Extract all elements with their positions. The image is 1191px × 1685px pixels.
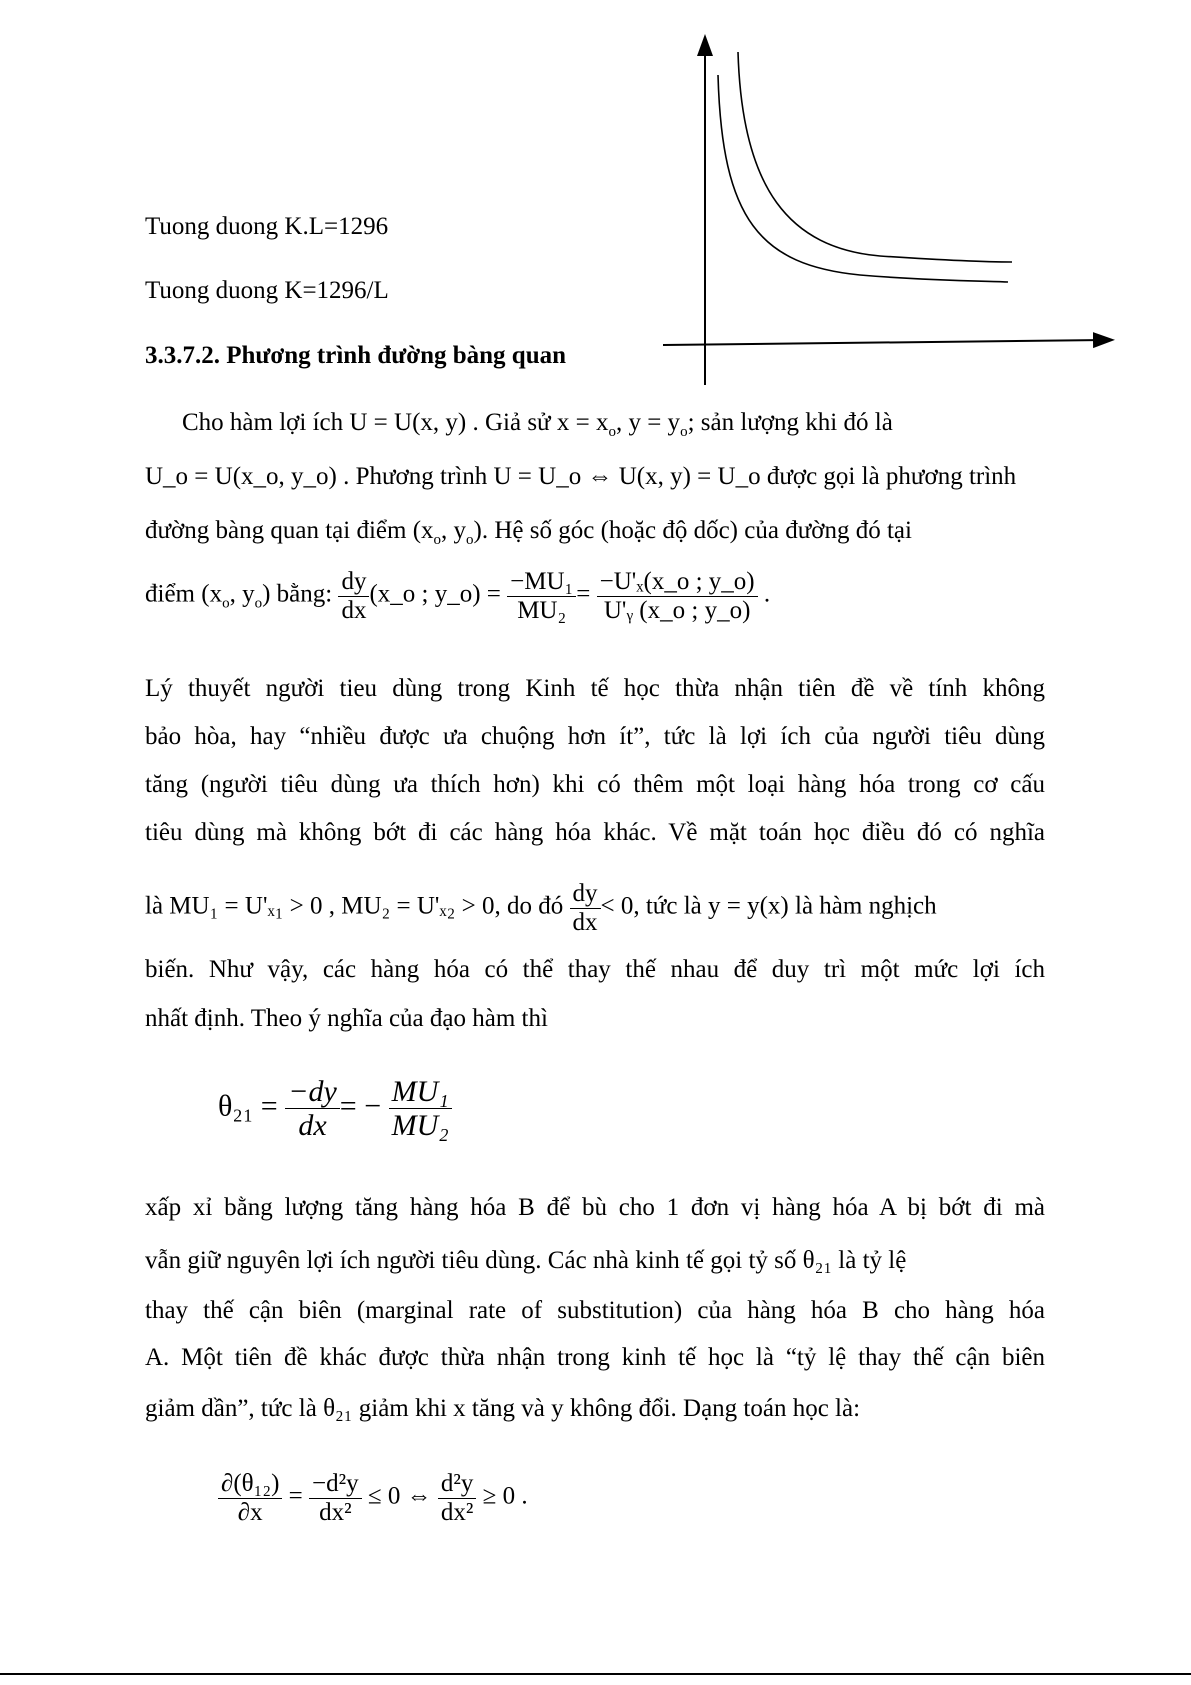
text-line: U_o = U(x_o, y_o) . Phương trình U = U_o ⇔ U(x, y) = U_o được gọi là phương trình — [145, 463, 1017, 490]
text-line: đường bàng quan tại điểm ($x_o$, $y_o$). Hệ số góc (hoặc độ dốc) của đường đó tại — [145, 517, 912, 548]
indifference-curve-inner — [718, 75, 1008, 282]
theta-mu-ratio: $\frac{\text{MU₁}}{\text{MU₂}}$ — [389, 1075, 452, 1142]
text-line: vẫn giữ nguyên lợi ích người tiêu dùng. Các nhà kinh tế gọi tỷ số θ₂₁ là tỷ lệ — [145, 1247, 907, 1274]
theta-symbol: θ₂₁ — [802, 1247, 833, 1274]
second-derivative-neg: $\frac{\text{−d²y}}{\text{dx²}}$ — [309, 1470, 362, 1526]
dy-dx-fraction: $\frac{dy}{dx}$ — [570, 880, 601, 936]
text-line: giảm dần”, tức là θ₂₁ giảm khi x tăng và y không đổi. Dạng toán học là: — [145, 1395, 861, 1422]
text-line: thay thế cận biên (marginal rate of substitution) của hàng hóa B cho hàng hóa — [145, 1297, 1045, 1324]
theta-dy-dx: $\frac{-dy}{dx}$ — [285, 1075, 340, 1142]
text-line: Lý thuyết người tieu dùng trong Kinh tế học thừa nhận tiên đề về tính không — [145, 675, 1045, 702]
text-line: tiêu dùng mà không bớt đi các hàng hóa khác. Về mặt toán học điều đó có nghĩa — [145, 819, 1045, 846]
indifference-curve-outer — [738, 52, 1012, 262]
footer-rule — [0, 1673, 1191, 1675]
text-line: Tuong duong K.L=1296 — [145, 213, 389, 240]
text-line: A. Một tiên đề khác được thừa nhận trong kinh tế học là “tỷ lệ thay thế cận biên — [145, 1344, 1045, 1371]
section-heading: 3.3.7.2. Phương trình đường bàng quan — [145, 342, 567, 369]
text-line: biến. Như vậy, các hàng hóa có thể thay thế nhau để duy trì một mức lợi ích — [145, 956, 1045, 983]
convexity-formula: $\frac{\text{∂(θ₁₂)}}{\partial x}$ = $\frac{\text{−d²y}}{\text{dx²}}$ ≤ 0 ⇔ $\frac{\text{d²y}}{\text{dx²}}$ ≥ 0 . — [218, 1470, 528, 1526]
partial-derivative-ratio: $\frac{\text{−U'ₓ(x\_o ; y\_o)}}{\text{U'ᵧ (x\_o ; y\_o)}}$ — [597, 568, 758, 624]
mu-ratio-fraction: $\frac{\text{−MU₁}}{\text{MU₂}}$ — [507, 568, 576, 624]
text-line: bảo hòa, hay “nhiều được ưa chuộng hơn ít”, tức là lợi ích của người tiêu dùng — [145, 723, 1045, 750]
text-line: tăng (người tiêu dùng ưa thích hơn) khi có thêm một loại hàng hóa trong cơ cấu — [145, 771, 1045, 798]
slope-formula-line: điểm ($x_o$, $y_o$) bằng: $\frac{dy}{dx}$ (x_o ; y_o) = $\frac{\text{−MU₁}}{\text{MU₂}}$ = $\frac{\text{−U'ₓ(x\_o ; y\_o)}}{\text{U'ᵧ (x\_o ; y\_o)}}$ . — [145, 568, 771, 624]
theta-symbol: θ₂₁ — [323, 1395, 353, 1422]
text-line: Cho hàm lợi ích U = U(x, y) . Giả sử $x = x_o$, $y = y_o$; sản lượng khi đó là — [182, 409, 893, 440]
text-line: nhất định. Theo ý nghĩa của đạo hàm thì — [145, 1005, 548, 1032]
marginal-utility-line: là MU₁ = U'ₓ₁ > 0 , MU₂ = U'ₓ₂ > 0, do đó $\frac{dy}{dx}$ < 0, tức là y = y(x) là hàm nghịch — [145, 880, 937, 936]
text-line: Tuong duong K=1296/L — [145, 277, 389, 304]
theta-formula: θ₂₁ = $\frac{-dy}{dx}$ = − $\frac{\text{MU₁}}{\text{MU₂}}$ — [218, 1075, 452, 1142]
partial-theta-fraction: $\frac{\text{∂(θ₁₂)}}{\partial x}$ — [218, 1470, 282, 1526]
second-derivative: $\frac{\text{d²y}}{\text{dx²}}$ — [438, 1470, 477, 1526]
x-axis — [663, 340, 1105, 345]
dy-dx-fraction: $\frac{dy}{dx}$ — [338, 568, 369, 624]
text-line: xấp xỉ bằng lượng tăng hàng hóa B để bù cho 1 đơn vị hàng hóa A bị bớt đi mà — [145, 1194, 1045, 1221]
